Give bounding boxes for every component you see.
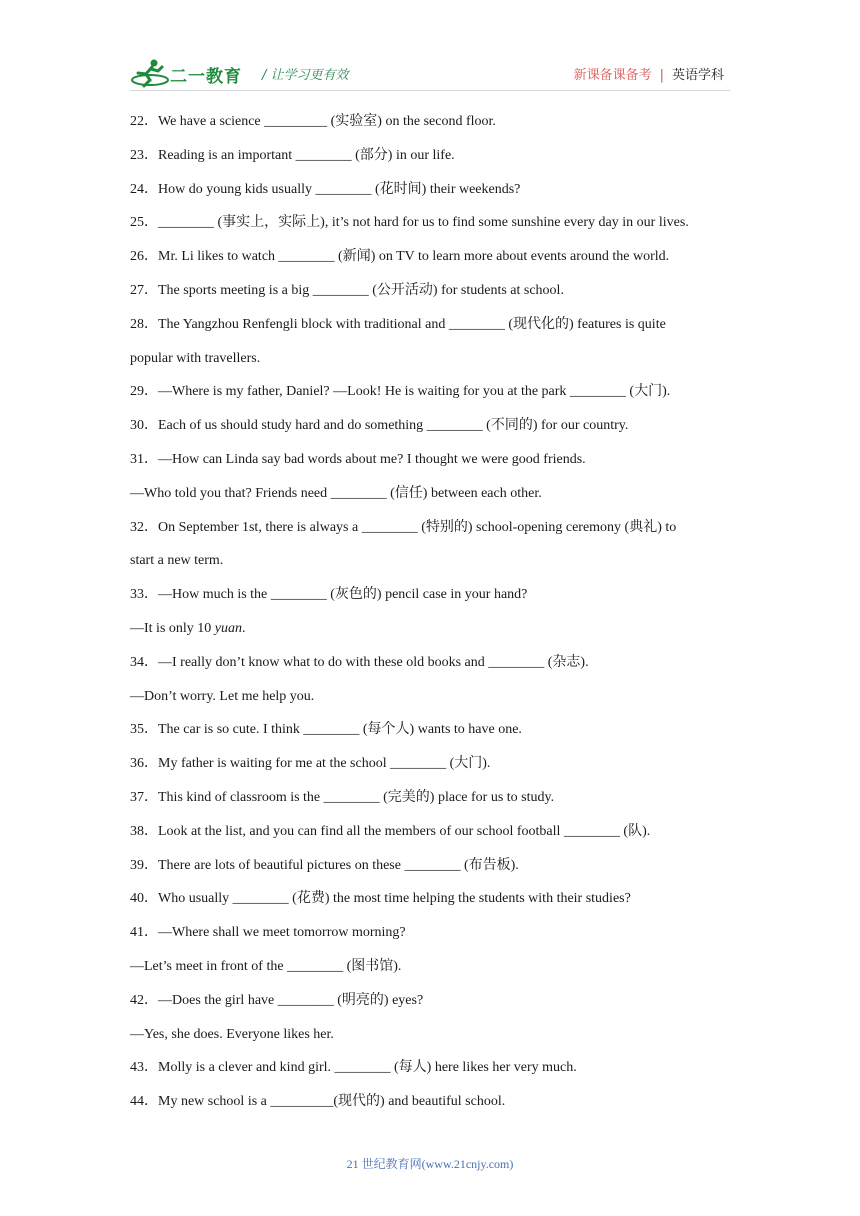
question-line: popular with travellers. <box>130 350 261 366</box>
question-line: 24．How do young kids usually ________ (花时间) their weekends? <box>130 181 521 197</box>
logo <box>130 56 248 90</box>
slogan: / 让学习更有效 <box>262 68 349 83</box>
page-header <box>130 56 730 90</box>
question-line: 38．Look at the list, and you can find all the members of our school football ________ (队). <box>130 823 651 839</box>
question-line: 36．My father is waiting for me at the school ________ (大门). <box>130 756 491 772</box>
question-line: 43．Molly is a clever and kind girl. ________ (每人) here likes her very much. <box>130 1060 577 1076</box>
question-line: 40．Who usually ________ (花费) the most time helping the students with their studies? <box>130 891 631 907</box>
header-subject-label: 英语学科 <box>671 68 724 83</box>
question-line: 30．Each of us should study hard and do something ________ (不同的) for our country. <box>130 418 629 434</box>
question-line: —Don’t worry. Let me help you. <box>130 688 315 704</box>
question-line: 33．—How much is the ________ (灰色的) pencil case in your hand? <box>130 587 528 603</box>
header-course-label: 新课备课备考 <box>573 68 652 83</box>
question-list <box>130 110 740 1124</box>
italic-unit: yuan <box>214 620 242 636</box>
question-line: 29．—Where is my father, Daniel? —Look! He is waiting for you at the park ________ (大门). <box>130 384 671 400</box>
question-line: start a new term. <box>130 553 224 569</box>
header-right <box>574 64 724 83</box>
question-line: 44．My new school is a _________(现代的) and beautiful school. <box>130 1094 506 1110</box>
question-line: 37．This kind of classroom is the ________ (完美的) place for us to study. <box>130 789 555 805</box>
question-line: 22．We have a science _________ (实验室) on the second floor. <box>130 114 496 129</box>
question-line: 35．The car is so cute. I think ________ (每个人) wants to have one. <box>130 722 522 738</box>
question-line: 42．—Does the girl have ________ (明亮的) eyes? <box>130 992 424 1008</box>
question-line: 31．—How can Linda say bad words about me? I thought we were good friends. <box>130 451 586 467</box>
question-line: 34．—I really don’t know what to do with these old books and ________ (杂志). <box>130 654 589 670</box>
question-line: 32．On September 1st, there is always a ________ (特别的) school-opening ceremony (典礼) to <box>130 519 677 535</box>
question-line: 41．—Where shall we meet tomorrow morning? <box>130 925 406 941</box>
question-line: 28．The Yangzhou Renfengli block with traditional and ________ (现代化的) features is quite <box>130 316 666 332</box>
question-line: 25．________ (事实上，实际上), it’s not hard for us to find some sunshine every day in our lives. <box>130 215 689 231</box>
page-footer: 21 世纪教育网(www.21cnjy.com) <box>346 1157 514 1171</box>
question-line: 26．Mr. Li likes to watch ________ (新闻) on TV to learn more about events around the world. <box>130 249 670 265</box>
question-line: 23．Reading is an important ________ (部分) in our life. <box>130 147 455 163</box>
question-line: 39．There are lots of beautiful pictures on these ________ (布告板). <box>130 857 519 873</box>
question-line: —Let’s meet in front of the ________ (图书馆). <box>130 958 402 974</box>
header-separator: | <box>659 68 664 83</box>
header-divider <box>130 90 730 91</box>
question-line: —It is only 10 yuan. <box>130 620 246 636</box>
question-line: 27．The sports meeting is a big ________ (公开活动) for students at school. <box>130 282 564 298</box>
logo-text: 二一教育 <box>170 67 242 87</box>
question-line: —Who told you that? Friends need ________ (信任) between each other. <box>130 485 542 501</box>
question-line: —Yes, she does. Everyone likes her. <box>130 1026 334 1042</box>
runner-logo-icon <box>130 56 170 90</box>
